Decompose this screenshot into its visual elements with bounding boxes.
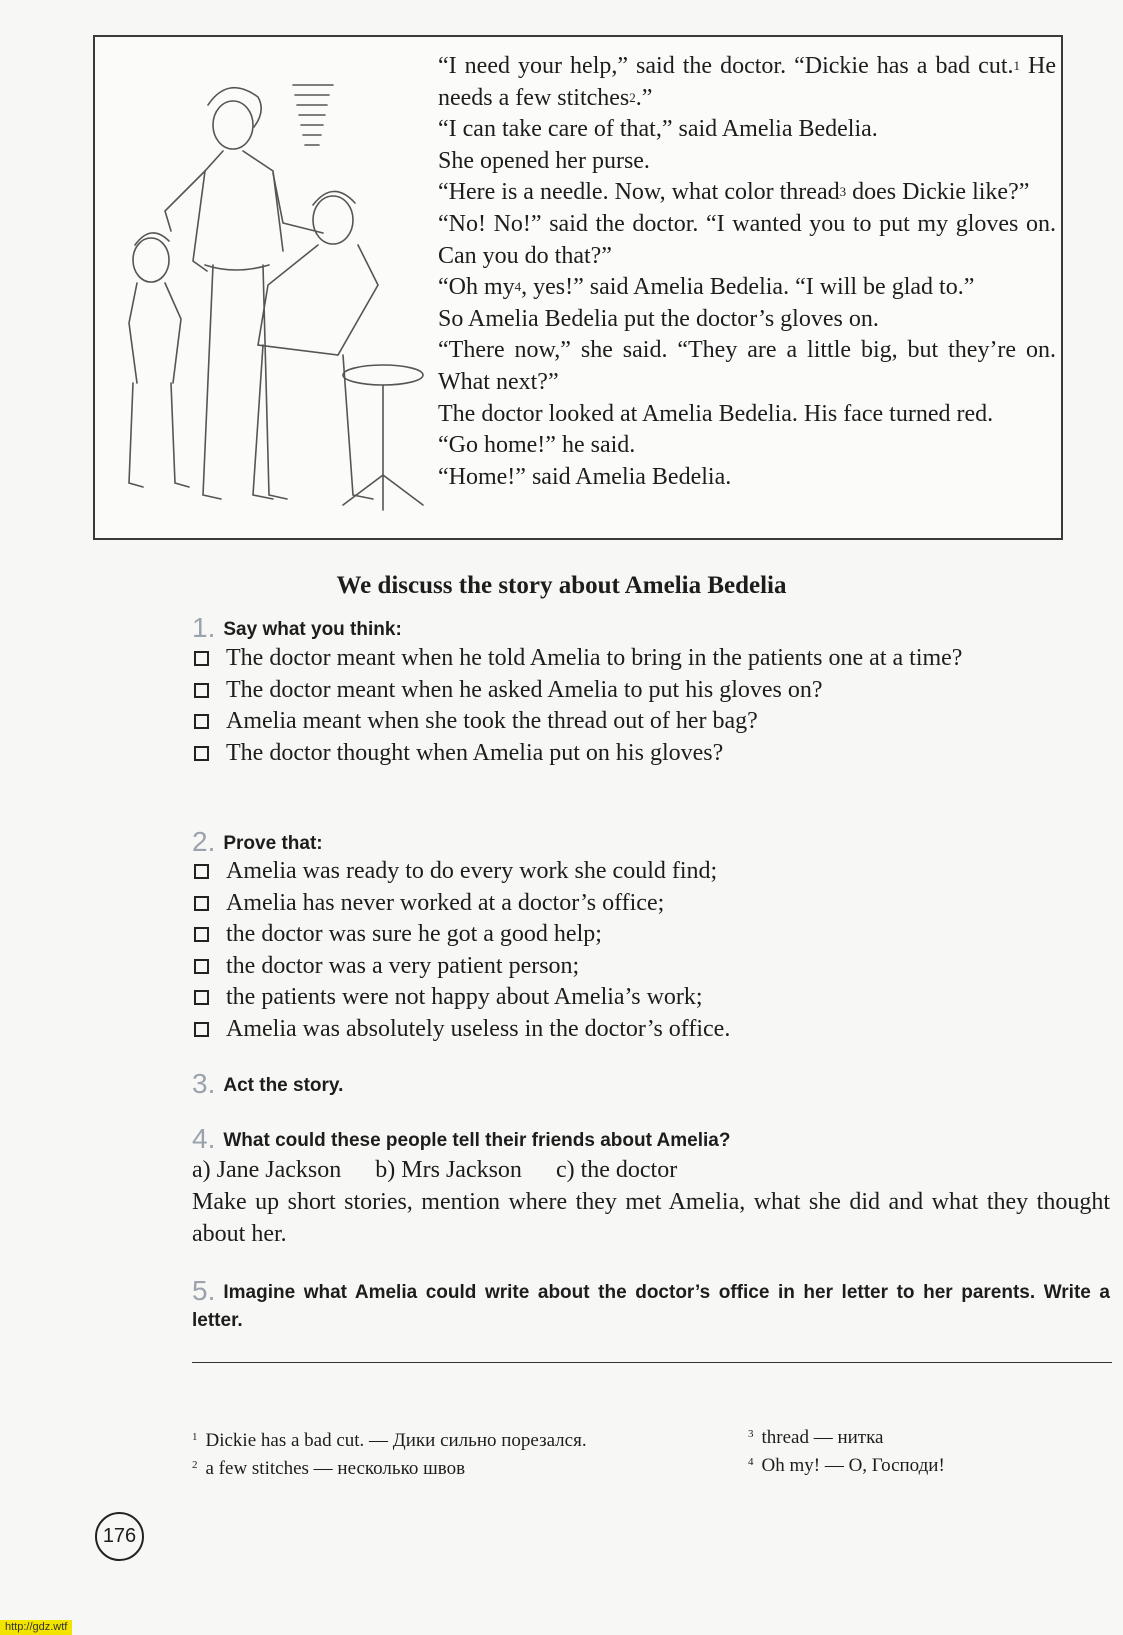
footnote-4: $^4$ Oh my! — О, Господи!	[748, 1455, 945, 1476]
story-line	[438, 304, 1056, 336]
task-2-item: Amelia was ready to do every work she could find;	[192, 856, 1110, 888]
task-5-number: 5.	[192, 1275, 216, 1306]
footnote-marker: 3	[839, 184, 847, 200]
task-1-number: 1.	[192, 612, 216, 643]
story-text-segment: She opened her purse.	[438, 147, 650, 174]
task-4-choices	[192, 1155, 1110, 1187]
story-line	[438, 399, 1056, 431]
task-3-heading	[192, 1068, 1112, 1100]
story-line	[438, 209, 1056, 272]
story-text-segment: “I need your help,” said the doctor. “Dickie has a bad cut.	[438, 53, 1014, 79]
checkbox-icon[interactable]	[194, 927, 209, 942]
story-line	[438, 335, 1056, 398]
checkbox-icon[interactable]	[194, 896, 209, 911]
choice-b: b) Mrs Jackson	[375, 1157, 522, 1183]
story-line	[438, 462, 1056, 494]
task-5-heading	[192, 1277, 1110, 1335]
story-box	[93, 35, 1063, 540]
task-1-item: The doctor meant when he told Amelia to bring in the patients one at a time?	[192, 643, 1110, 675]
task-2-item: Amelia was absolutely useless in the doctor’s office.	[192, 1014, 1110, 1046]
task-2-heading	[192, 826, 1112, 858]
checkbox-icon[interactable]	[194, 1022, 209, 1037]
story-text-segment: does Dickie like?”	[846, 179, 1030, 206]
task-2-list	[192, 856, 1110, 1046]
story-text-segment: He needs a few stitches	[438, 53, 1057, 111]
checkbox-icon[interactable]	[194, 714, 209, 729]
checkbox-icon[interactable]	[194, 746, 209, 761]
checkbox-icon[interactable]	[194, 864, 209, 879]
task-3-instruction: Act the story.	[223, 1075, 344, 1096]
task-2-item: Amelia has never worked at a doctor’s office;	[192, 888, 1110, 920]
task-2-item: the doctor was a very patient person;	[192, 951, 1110, 983]
choice-a: a) Jane Jackson	[192, 1157, 342, 1183]
footnote-3: $^3$ thread — нитка	[748, 1427, 884, 1448]
checkbox-icon[interactable]	[194, 959, 209, 974]
story-text-segment: .”	[635, 84, 653, 111]
footnotes-right	[748, 1424, 945, 1480]
story-line	[438, 114, 1056, 146]
task-4-number: 4.	[192, 1123, 216, 1154]
task-4-text: Make up short stories, mention where they met Amelia, what she did and what they thought about her.	[192, 1189, 1110, 1247]
choice-c: c) the doctor	[555, 1157, 678, 1183]
checkbox-icon[interactable]	[194, 990, 209, 1005]
footnote-marker: 4	[514, 279, 522, 295]
story-text-segment: “Go home!” he said.	[438, 432, 636, 459]
task-1-item: Amelia meant when she took the thread out of her bag?	[192, 706, 1110, 738]
footnote-divider	[192, 1362, 1112, 1363]
checkbox-icon[interactable]	[194, 651, 209, 666]
task-2-item: the doctor was sure he got a good help;	[192, 919, 1110, 951]
story-text-segment: , yes!” said Amelia Bedelia. “I will be glad to.”	[521, 274, 975, 301]
section-title: We discuss the story about Amelia Bedelia	[336, 572, 787, 599]
page-number: 176	[95, 1512, 144, 1561]
story-text-segment: “I can take care of that,” said Amelia Bedelia.	[438, 116, 878, 143]
watermark-link[interactable]: http://gdz.wtf	[0, 1620, 72, 1635]
story-text-segment: “There now,” she said. “They are a little big, but they’re on. What next?”	[438, 337, 1056, 395]
story-line	[438, 430, 1056, 462]
story-text	[438, 51, 1056, 493]
story-line	[438, 272, 1056, 304]
task-2-instruction: Prove that:	[223, 833, 323, 854]
checkbox-icon[interactable]	[194, 683, 209, 698]
footnote-marker: 2	[629, 89, 636, 105]
story-line	[438, 146, 1056, 178]
story-text-segment: “No! No!” said the doctor. “I wanted you to put my gloves on. Can you do that?”	[438, 210, 1056, 269]
footnote-2: $^2$ a few stitches — несколько швов	[192, 1458, 466, 1479]
story-line	[438, 51, 1056, 114]
story-text-segment: “Home!” said Amelia Bedelia.	[438, 463, 732, 490]
task-1-list	[192, 643, 1110, 769]
story-text-segment: So Amelia Bedelia put the doctor’s gloves on.	[438, 305, 879, 332]
task-1-heading	[192, 612, 1112, 644]
footnote-marker: 1	[1013, 58, 1020, 73]
task-2-number: 2.	[192, 826, 216, 857]
task-1-instruction: Say what you think:	[223, 619, 402, 640]
footnotes-left	[192, 1427, 587, 1483]
task-1-item: The doctor meant when he asked Amelia to put his gloves on?	[192, 675, 1110, 707]
story-text-segment: “Oh my	[438, 274, 515, 301]
task-2-item: the patients were not happy about Amelia’s work;	[192, 982, 1110, 1014]
task-4-instruction: What could these people tell their friends about Amelia?	[223, 1130, 731, 1151]
story-text-segment: The doctor looked at Amelia Bedelia. His face turned red.	[438, 400, 994, 427]
story-text-segment: “Here is a needle. Now, what color thread	[438, 179, 840, 206]
story-line	[438, 177, 1056, 209]
task-4-heading	[192, 1123, 1112, 1155]
footnote-1: $^1$ Dickie has a bad cut. — Дики сильно порезался.	[192, 1430, 587, 1451]
task-3-number: 3.	[192, 1068, 216, 1099]
task-1-item: The doctor thought when Amelia put on his gloves?	[192, 738, 1110, 770]
task-5-instruction: Imagine what Amelia could write about the doctor’s office in her letter to her parents. Write a letter.	[192, 1282, 1110, 1331]
